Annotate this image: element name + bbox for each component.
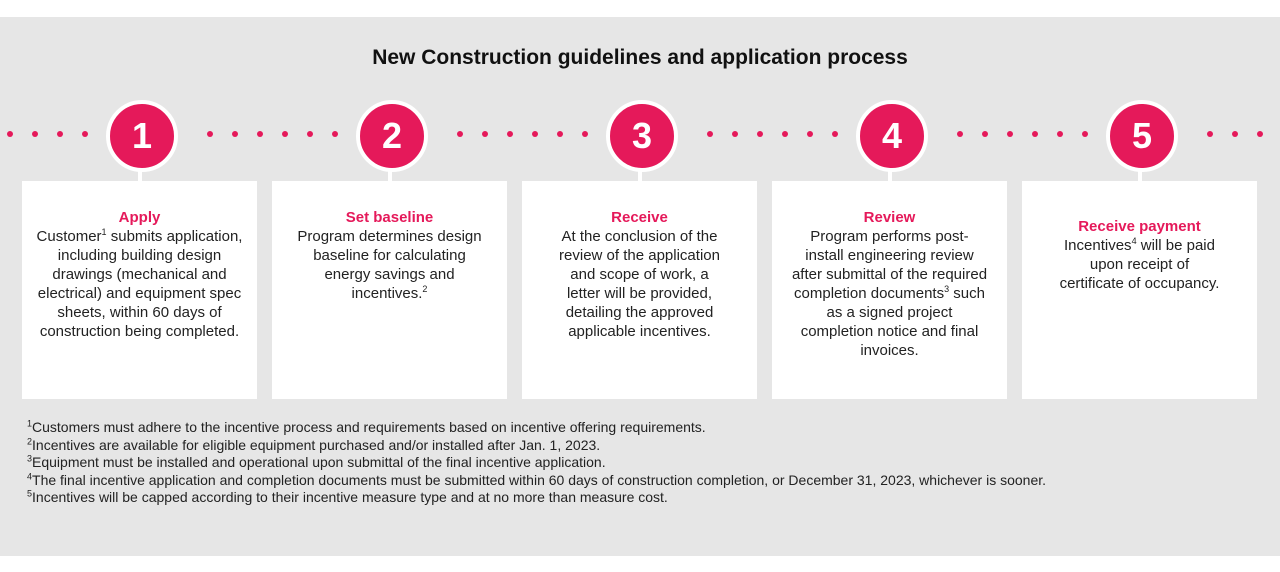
step-1-heading: Apply (118, 209, 161, 226)
footnote-mark: 4 (27, 470, 33, 481)
footnote-ref: 4 (1131, 236, 1137, 246)
step-3-heading: Receive (611, 209, 668, 226)
timeline-dot (782, 131, 788, 137)
timeline-dot (1232, 131, 1238, 137)
footnote-mark: 5 (27, 488, 33, 499)
timeline-dot (532, 131, 538, 137)
footnote-text: Customers must adhere to the incentive process and requirements based on incentive offering requirements. (32, 419, 706, 435)
timeline-dot (1032, 131, 1038, 137)
timeline-dot (82, 131, 88, 137)
timeline-dot (507, 131, 513, 137)
step-1-connector (138, 168, 142, 182)
timeline-dot (207, 131, 213, 137)
step-5-body-text: will be paid upon receipt of certificate of occupancy. (1059, 237, 1220, 292)
footnote-text: Equipment must be installed and operational upon submittal of the final incentive application. (32, 454, 606, 470)
step-1-body-text: submits application, including building design drawings (mechanical and electrical) and equipment spec sheets, within 60 days of construction being completed. (37, 228, 243, 340)
step-5-body (1060, 236, 1220, 293)
step-4-card (772, 181, 1007, 399)
step-3-body (554, 227, 726, 341)
step-2-card (272, 181, 507, 399)
footnote-mark: 3 (27, 453, 33, 464)
step-5-card (1022, 181, 1257, 399)
step-1-body (29, 227, 251, 341)
timeline-dot (732, 131, 738, 137)
footnote-ref: 3 (944, 284, 950, 294)
footnote-text: Incentives are available for eligible equipment purchased and/or installed after Jan. 1, 2023. (32, 436, 601, 453)
footnote-ref: 1 (101, 227, 107, 237)
step-2-connector (388, 168, 392, 182)
step-2-body-text: Program determines design baseline for calculating energy savings and incentives. (297, 228, 482, 302)
page-title: New Construction guidelines and application process (372, 46, 908, 69)
footnotes (27, 419, 1257, 507)
timeline-dot (1007, 131, 1013, 137)
timeline-dot (232, 131, 238, 137)
timeline-dot (32, 131, 38, 137)
footnote-ref: 2 (422, 284, 428, 294)
timeline-dot (1082, 131, 1088, 137)
step-5-heading: Receive payment (1078, 218, 1201, 235)
timeline-dot (957, 131, 963, 137)
step-2-body (290, 227, 490, 303)
timeline-dot (557, 131, 563, 137)
step-5-connector (1138, 168, 1142, 182)
step-4-badge: 4 (856, 100, 928, 172)
timeline-dot (282, 131, 288, 137)
footnote-text: Incentives will be capped according to their incentive measure type and at no more than measure cost. (32, 489, 668, 505)
timeline-dot (307, 131, 313, 137)
timeline-dot (1057, 131, 1063, 137)
step-1-body-text: Customer (36, 228, 102, 245)
step-2-badge: 2 (356, 100, 428, 172)
footnote-text: The final incentive application and completion documents must be submitted within 60 days of construction completion, or December 31, 2023, whichever is sooner. (32, 471, 1047, 488)
footnote-2 (27, 437, 1257, 455)
timeline-dot (982, 131, 988, 137)
footnote-5 (27, 489, 1257, 507)
timeline-dot (7, 131, 13, 137)
step-5-badge: 5 (1106, 100, 1178, 172)
timeline-dot (807, 131, 813, 137)
footnote-mark: 2 (27, 435, 33, 446)
timeline-dot (257, 131, 263, 137)
step-4-connector (888, 168, 892, 182)
step-4-body (792, 227, 988, 360)
step-4-body-text: such as a signed project completion notice and final invoices. (800, 285, 985, 359)
step-4-heading: Review (863, 209, 916, 226)
timeline-dot (757, 131, 763, 137)
step-2-heading: Set baseline (345, 209, 434, 226)
step-3-body-text: At the conclusion of the review of the application and scope of work, a letter will be provided, detailing the approved applicable incentives. (559, 228, 720, 340)
timeline-dot (457, 131, 463, 137)
step-3-badge: 3 (606, 100, 678, 172)
timeline-dot (1257, 131, 1263, 137)
timeline-dot (707, 131, 713, 137)
footnote-3 (27, 454, 1257, 472)
step-3-card (522, 181, 757, 399)
step-5-body-text: Incentives (1064, 237, 1132, 254)
step-4-body-text: Program performs post-install engineering review after submittal of the required completion documents (791, 228, 988, 302)
step-1-card (22, 181, 257, 399)
timeline-dot (482, 131, 488, 137)
timeline-dot (832, 131, 838, 137)
footnote-1 (27, 419, 1257, 437)
timeline-dot (1207, 131, 1213, 137)
footnote-mark: 1 (27, 418, 33, 429)
timeline-dot (332, 131, 338, 137)
timeline-dot (57, 131, 63, 137)
timeline-dot (582, 131, 588, 137)
step-1-badge: 1 (106, 100, 178, 172)
footnote-4 (27, 472, 1257, 490)
step-3-connector (638, 168, 642, 182)
